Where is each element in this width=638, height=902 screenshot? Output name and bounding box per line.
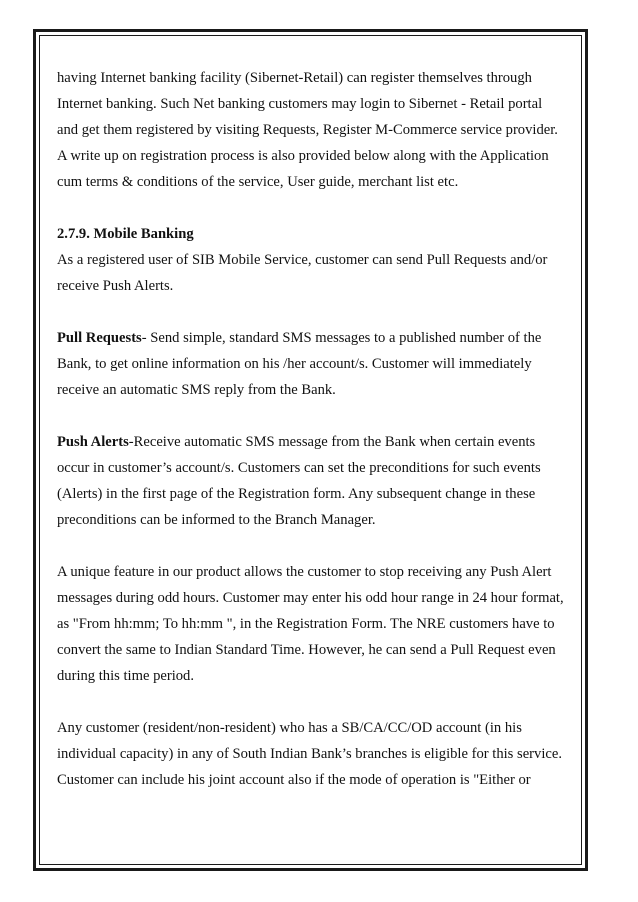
text-line: having Internet banking facility (Sibernet-Retail) can register themselves through [57,70,532,86]
text-line: preconditions can be informed to the Branch Manager. [57,512,376,528]
text-line: cum terms & conditions of the service, User guide, merchant list etc. [57,174,459,190]
text-run: - Send simple, standard SMS messages to a published number of the [141,330,542,346]
paragraph-odd-hours [57,559,577,689]
text-run: -Receive automatic SMS message from the Bank when certain events [128,434,536,450]
term-push-alerts: Push Alerts [57,434,129,450]
text-line: A write up on registration process is also provided below along with the Application [57,148,549,164]
text-line: and get them registered by visiting Requests, Register M-Commerce service provider. [57,122,558,138]
text-line: convert the same to Indian Standard Time. However, he can send a Pull Request even [57,642,556,658]
text-line: As a registered user of SIB Mobile Service, customer can send Pull Requests and/or [57,252,548,268]
text-line: Bank, to get online information on his /her account/s. Customer will immediately [57,356,532,372]
text-line: Internet banking. Such Net banking customers may login to Sibernet - Retail portal [57,96,543,112]
text-line [57,325,577,351]
text-line: receive Push Alerts. [57,278,174,294]
term-pull-requests: Pull Requests [57,330,142,346]
text-line: Any customer (resident/non-resident) who has a SB/CA/CC/OD account (in his [57,720,522,736]
text-line: messages during odd hours. Customer may enter his odd hour range in 24 hour format, [57,590,564,606]
text-line: as "From hh:mm; To hh:mm ", in the Registration Form. The NRE customers have to [57,616,555,632]
text-line: individual capacity) in any of South Indian Bank’s branches is eligible for this service. [57,746,562,762]
text-line: during this time period. [57,668,195,684]
text-line: receive an automatic SMS reply from the Bank. [57,382,336,398]
paragraph-internet-banking [57,65,577,195]
text-line: Customer can include his joint account also if the mode of operation is "Either or [57,772,531,788]
section-heading: 2.7.9. Mobile Banking [57,226,194,242]
document-body [57,65,577,793]
paragraph-eligibility [57,715,577,793]
text-line [57,429,577,455]
text-line: occur in customer’s account/s. Customers can set the preconditions for such events [57,460,541,476]
paragraph-gap [57,299,577,325]
text-line: (Alerts) in the first page of the Registration form. Any subsequent change in these [57,486,536,502]
section-mobile-banking [57,221,577,299]
paragraph-gap [57,403,577,429]
paragraph-gap [57,195,577,221]
paragraph-push-alerts [57,429,577,533]
paragraph-pull-requests [57,325,577,403]
paragraph-gap [57,533,577,559]
paragraph-gap [57,689,577,715]
text-line: A unique feature in our product allows the customer to stop receiving any Push Alert [57,564,552,580]
